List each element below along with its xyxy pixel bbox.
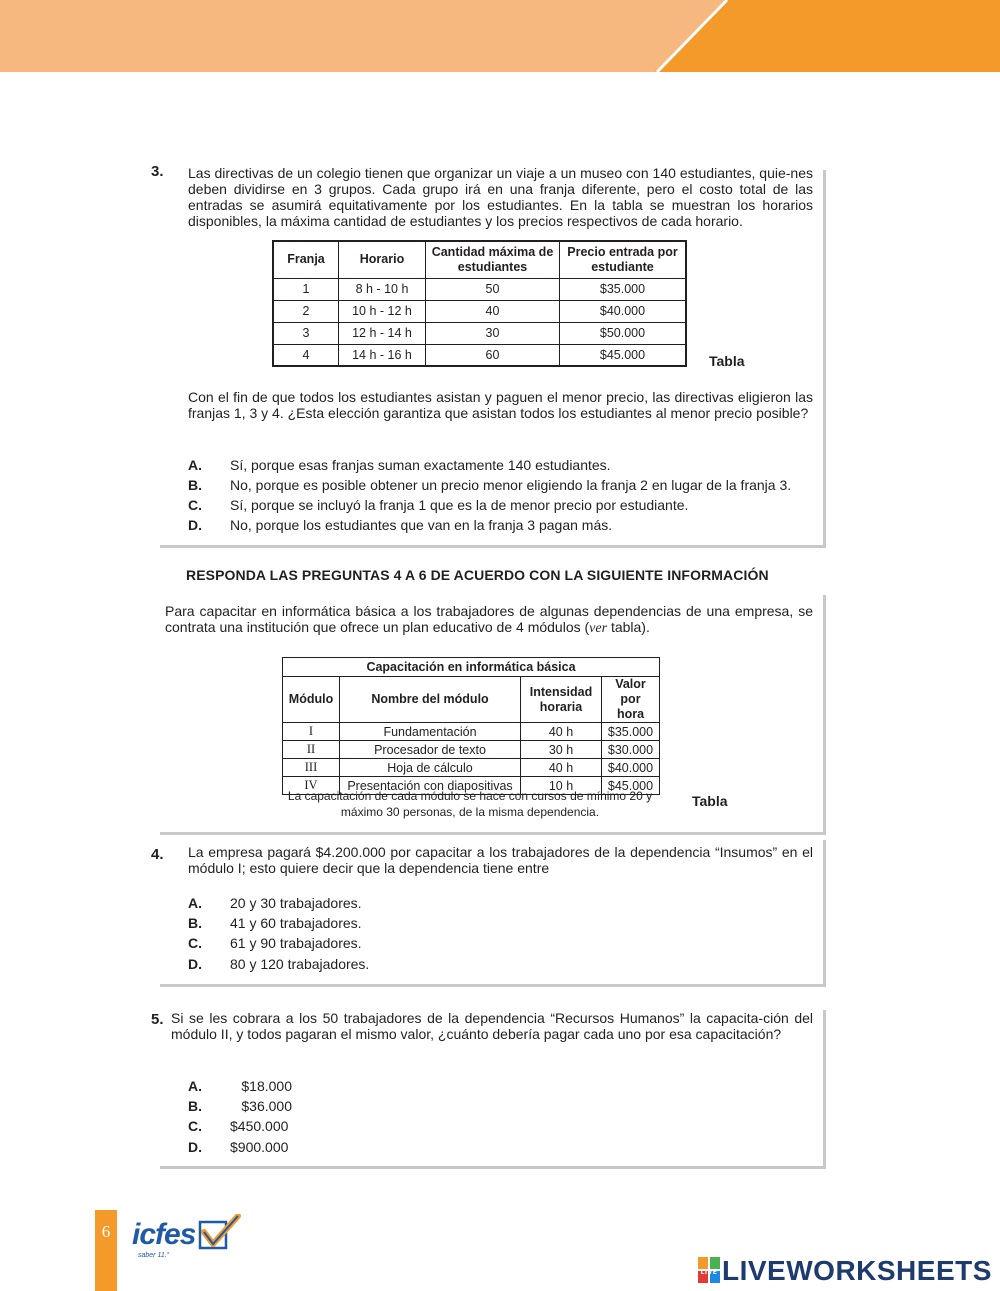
- option-text: 61 y 90 trabajadores.: [230, 935, 362, 951]
- question-3-intro: Las directivas de un colegio tienen que organizar un viaje a un museo con 140 estudiantes, quie-nes deben dividirse en 3 grupos. Cada grupo irá en una franja diferente, pero el costo total de las entradas se asumirá equitativamente por los estudiantes. En la tabla se muestran los horarios disponibles, la máxima cantidad de estudiantes y los precios respectivos de cada horario.: [188, 165, 813, 229]
- q5-option-b[interactable]: [188, 1097, 292, 1115]
- question-3-number: 3.: [151, 163, 164, 180]
- option-letter: B.: [188, 477, 202, 493]
- q4-option-b[interactable]: [188, 914, 362, 932]
- training-cell: 30 h: [521, 741, 602, 759]
- schedule-cell: 40: [426, 300, 560, 322]
- option-text: $18.000: [241, 1078, 292, 1094]
- icfes-logo-subtitle: saber 11.°: [138, 1252, 170, 1259]
- option-text: $450.000: [230, 1118, 289, 1134]
- q3-option-b[interactable]: [188, 476, 791, 494]
- option-text: 80 y 120 trabajadores.: [230, 956, 370, 972]
- schedule-cell: 8 h - 10 h: [339, 278, 426, 300]
- q3-option-d[interactable]: [188, 516, 612, 534]
- training-cell: 10 h: [521, 777, 602, 795]
- checkmark-icon: [198, 1214, 242, 1250]
- schedule-cell: 60: [426, 344, 560, 366]
- training-table-caption: Capacitación en informática básica: [283, 658, 660, 677]
- q4-option-d[interactable]: [188, 955, 369, 973]
- schedule-cell: 30: [426, 322, 560, 344]
- schedule-cell: 10 h - 12 h: [339, 300, 426, 322]
- question-4-text: La empresa pagará $4.200.000 por capacitar a los trabajadores de la dependencia “Insumos” en el módulo I; esto quiere decir que la dependencia tiene entre: [188, 844, 813, 876]
- schedule-cell: 50: [426, 278, 560, 300]
- training-table-note: La capacitación de cada módulo se hace con cursos de mínimo 20 y máximo 30 personas, de la misma dependencia.: [287, 789, 653, 819]
- q5-option-a[interactable]: [188, 1077, 292, 1095]
- liveworksheets-watermark: [698, 1255, 992, 1287]
- option-text: $36.000: [241, 1098, 292, 1114]
- option-text: No, porque es posible obtener un precio menor eligiendo la franja 2 en lugar de la franja 3.: [230, 477, 792, 493]
- option-text: $900.000: [230, 1139, 289, 1155]
- icfes-logo-text: icfes: [132, 1218, 196, 1251]
- option-text: No, porque los estudiantes que van en la franja 3 pagan más.: [230, 517, 613, 533]
- training-table: [282, 657, 660, 795]
- schedule-header-cantidad: Cantidad máxima de estudiantes: [426, 241, 560, 278]
- schedule-cell: $45.000: [560, 344, 687, 366]
- option-letter: D.: [188, 1139, 202, 1155]
- q4-option-a[interactable]: [188, 894, 362, 912]
- schedule-header-franja: Franja: [273, 241, 339, 278]
- training-cell: $35.000: [602, 723, 660, 741]
- question-5-number: 5.: [151, 1011, 164, 1028]
- section-intro: [165, 603, 813, 637]
- question-4-number: 4.: [151, 846, 164, 863]
- schedule-header-precio: Precio entrada por estudiante: [560, 241, 687, 278]
- q5-option-d[interactable]: [188, 1138, 288, 1156]
- section-intro-b: tabla).: [607, 619, 650, 635]
- training-cell: $45.000: [602, 777, 660, 795]
- option-letter: A.: [188, 895, 202, 911]
- training-header-modulo: Módulo: [283, 677, 340, 723]
- option-letter: B.: [188, 915, 202, 931]
- q3-option-c[interactable]: [188, 496, 688, 514]
- schedule-cell: $35.000: [560, 278, 687, 300]
- schedule-cell: 14 h - 16 h: [339, 344, 426, 366]
- section-intro-ver: ver: [589, 621, 608, 636]
- option-letter: D.: [188, 517, 202, 533]
- training-cell: I: [283, 723, 340, 741]
- question-3-text: Con el fin de que todos los estudiantes asistan y paguen el menor precio, las directivas eligieron las franjas 1, 3 y 4. ¿Esta elección garantiza que asistan todos los estudiantes al menor precio posible?: [188, 389, 813, 421]
- training-table-label: Tabla: [692, 793, 728, 809]
- training-cell: $40.000: [602, 759, 660, 777]
- training-header-intensidad: Intensidad horaria: [521, 677, 602, 723]
- schedule-cell: 1: [273, 278, 339, 300]
- schedule-table: [272, 240, 687, 367]
- schedule-table-label: Tabla: [709, 353, 745, 369]
- section-intro-a: Para capacitar en informática básica a los trabajadores de algunas dependencias de una empresa, se contrata una institución que ofrece un plan educativo de 4 módulos (: [165, 603, 813, 635]
- option-letter: C.: [188, 935, 202, 951]
- liveworksheets-text: LIVEWORKSHEETS: [722, 1255, 992, 1286]
- option-letter: C.: [188, 1118, 202, 1134]
- training-cell: III: [283, 759, 340, 777]
- training-cell: II: [283, 741, 340, 759]
- training-cell: IV: [283, 777, 340, 795]
- training-cell: Fundamentación: [340, 723, 521, 741]
- training-header-valor: Valor por hora: [602, 677, 660, 723]
- training-cell: Presentación con diapositivas: [340, 777, 521, 795]
- option-letter: D.: [188, 956, 202, 972]
- schedule-cell: 4: [273, 344, 339, 366]
- schedule-header-horario: Horario: [339, 241, 426, 278]
- training-cell: Hoja de cálculo: [340, 759, 521, 777]
- question-5-text: Si se les cobrara a los 50 trabajadores de la dependencia “Recursos Humanos” la capacita-ción del módulo II, y todos pagaran el mismo valor, ¿cuánto debería pagar cada uno por esa capacitación?: [171, 1010, 813, 1042]
- option-text: Sí, porque esas franjas suman exactamente 140 estudiantes.: [230, 457, 611, 473]
- option-text: Sí, porque se incluyó la franja 1 que es la de menor precio por estudiante.: [230, 497, 689, 513]
- q3-option-a[interactable]: [188, 456, 611, 474]
- q4-option-c[interactable]: [188, 934, 362, 952]
- header-orange-wedge: [0, 0, 1000, 72]
- training-cell: $30.000: [602, 741, 660, 759]
- schedule-cell: 3: [273, 322, 339, 344]
- schedule-cell: $40.000: [560, 300, 687, 322]
- section-heading: RESPONDA LAS PREGUNTAS 4 A 6 DE ACUERDO CON LA SIGUIENTE INFORMACIÓN: [186, 567, 769, 583]
- schedule-cell: 12 h - 14 h: [339, 322, 426, 344]
- training-cell: 40 h: [521, 759, 602, 777]
- training-header-nombre: Nombre del módulo: [340, 677, 521, 723]
- option-letter: B.: [188, 1098, 202, 1114]
- live-badge-text: LIVE: [700, 1269, 718, 1276]
- schedule-cell: 2: [273, 300, 339, 322]
- option-letter: C.: [188, 497, 202, 513]
- option-text: 41 y 60 trabajadores.: [230, 915, 362, 931]
- schedule-cell: $50.000: [560, 322, 687, 344]
- option-text: 20 y 30 trabajadores.: [230, 895, 362, 911]
- option-letter: A.: [188, 1078, 202, 1094]
- icfes-logo: [132, 1218, 196, 1259]
- training-cell: 40 h: [521, 723, 602, 741]
- live-badge-icon: [698, 1257, 720, 1283]
- option-letter: A.: [188, 457, 202, 473]
- q5-option-c[interactable]: [188, 1117, 288, 1135]
- page-number: 6: [101, 1222, 111, 1241]
- training-cell: Procesador de texto: [340, 741, 521, 759]
